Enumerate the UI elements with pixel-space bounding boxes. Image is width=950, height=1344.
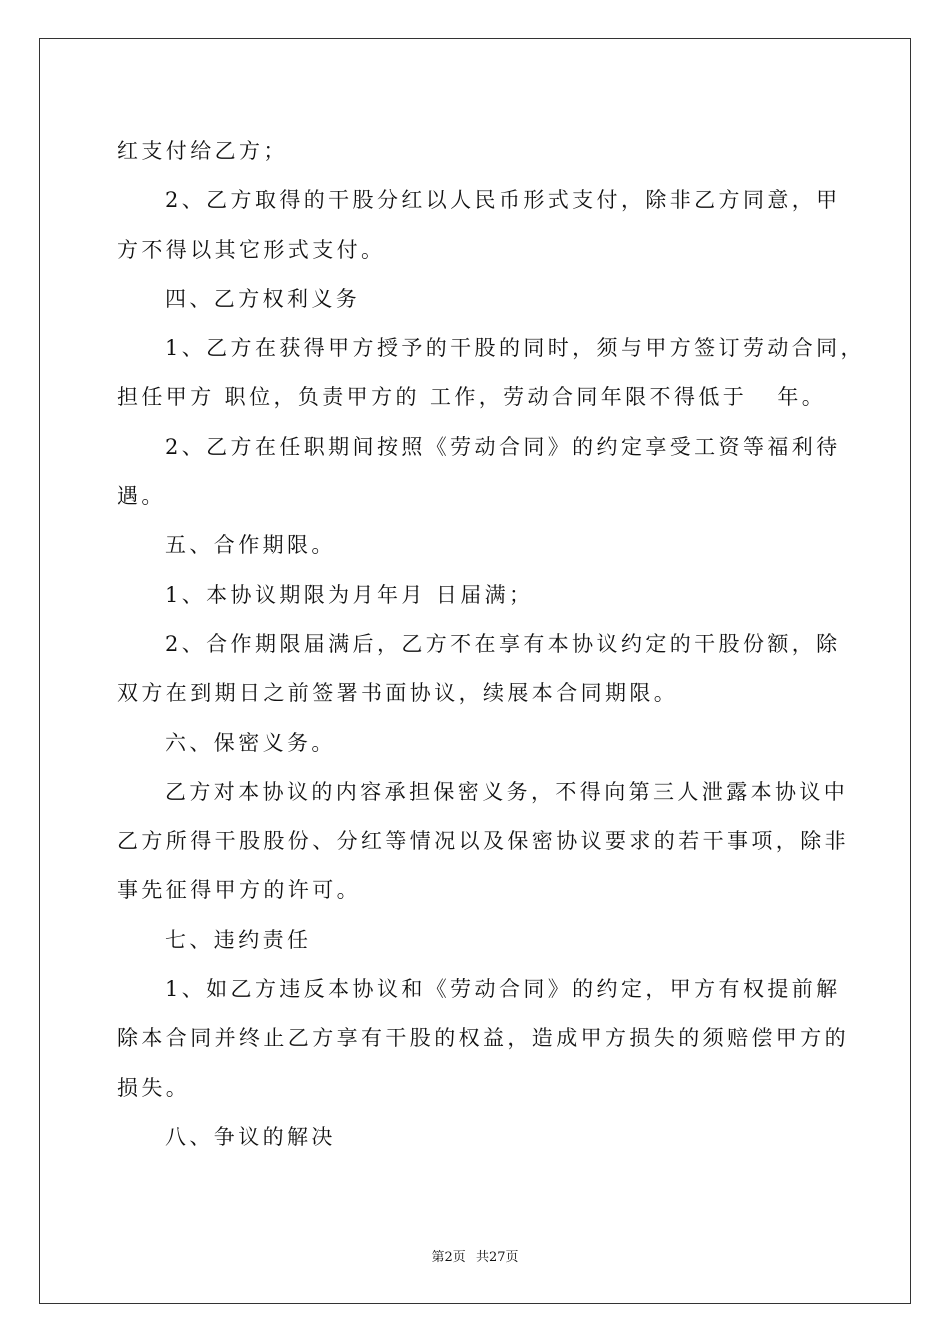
document-body: [117, 127, 865, 1162]
text-line: 六、保密义务。: [165, 730, 336, 755]
text-line: 除本合同并终止乙方享有干股的权益，造成甲方损失的须赔偿甲方的: [117, 1026, 849, 1051]
text-line: 1、如乙方违反本协议和《劳动合同》的约定，甲方有权提前解: [165, 977, 841, 1002]
text-line: 2、乙方在任职期间按照《劳动合同》的约定享受工资等福利待: [165, 434, 841, 459]
text-line: 损失。: [117, 1075, 191, 1100]
page-number: 第2页: [431, 1250, 466, 1265]
text-line: 担任甲方 职位，负责甲方的 工作，劳动合同年限不得低于 年。: [117, 385, 827, 410]
total-pages: 共27页: [475, 1250, 519, 1265]
text-line: 五、合作期限。: [165, 533, 336, 558]
text-line: 乙方所得干股股份、分红等情况以及保密协议要求的若干事项，除非: [117, 829, 849, 854]
text-line: 遇。: [117, 484, 166, 509]
text-line: 七、违约责任: [165, 927, 312, 952]
text-line: 1、本协议期限为月年月 日届满；: [165, 582, 534, 607]
text-line: 八、争议的解决: [165, 1124, 336, 1149]
text-line: 2、合作期限届满后，乙方不在享有本协议约定的干股份额，除: [165, 631, 841, 656]
text-line: 双方在到期日之前签署书面协议，续展本合同期限。: [117, 681, 679, 706]
text-line: 1、乙方在获得甲方授予的干股的同时，须与甲方签订劳动合同，: [165, 336, 865, 361]
text-line: 方不得以其它形式支付。: [117, 237, 386, 262]
text-line: 2、乙方取得的干股分红以人民币形式支付，除非乙方同意，甲: [165, 188, 841, 213]
text-line: 红支付给乙方；: [117, 139, 288, 163]
text-line: 事先征得甲方的许可。: [117, 878, 361, 903]
text-line: 乙方对本协议的内容承担保密义务，不得向第三人泄露本协议中: [165, 779, 849, 804]
text-line: 四、乙方权利义务: [165, 286, 361, 311]
page-footer: [0, 1246, 950, 1265]
